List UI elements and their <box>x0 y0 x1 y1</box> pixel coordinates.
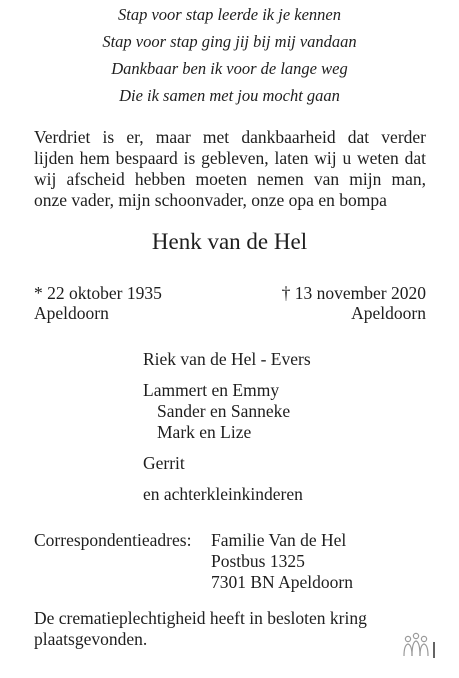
death-date: † 13 november 2020 <box>281 283 426 303</box>
intro-line-1: Verdriet is er, maar met dankbaarheid dat verder <box>34 127 426 147</box>
family-spouse: Riek van de Hel - Evers <box>143 349 311 369</box>
family-grandchildren-1: Sander en Sanneke <box>157 401 291 421</box>
intro-line-4: onze vader, mijn schoonvader, onze opa en bompa <box>34 190 387 210</box>
deceased-name: Henk van de Hel <box>151 229 308 254</box>
closing-line-2: plaatsgevonden. <box>34 629 148 649</box>
intro-line-2: lijden hem bespaard is gebleven, laten wij u weten dat <box>34 148 426 168</box>
closing-line-1: De crematieplechtigheid heeft in besloten kring <box>34 608 367 628</box>
poem-line-3: Dankbaar ben ik voor de lange weg <box>111 59 348 78</box>
family-child-2: Gerrit <box>143 453 185 473</box>
family-grandchildren-2: Mark en Lize <box>157 422 252 442</box>
intro-paragraph <box>34 127 426 211</box>
birth-place: Apeldoorn <box>34 303 109 323</box>
correspondence-line-2: Postbus 1325 <box>211 551 305 571</box>
intro-line-3: wij afscheid hebben moeten nemen van mijn man, <box>34 169 426 189</box>
poem-line-4: Die ik samen met jou mocht gaan <box>119 86 340 105</box>
correspondence-line-3: 7301 BN Apeldoorn <box>211 572 353 592</box>
poem-line-2: Stap voor stap ging jij bij mij vandaan <box>102 32 357 51</box>
family-great-grandchildren: en achterkleinkinderen <box>143 484 303 504</box>
correspondence-label: Correspondentieadres: <box>34 530 192 550</box>
correspondence-line-1: Familie Van de Hel <box>211 530 347 550</box>
family-child-1: Lammert en Emmy <box>143 380 280 400</box>
people-group-icon <box>401 630 439 660</box>
birth-date: * 22 oktober 1935 <box>34 283 162 303</box>
death-place: Apeldoorn <box>351 303 426 323</box>
poem-line-1: Stap voor stap leerde ik je kennen <box>118 5 341 24</box>
